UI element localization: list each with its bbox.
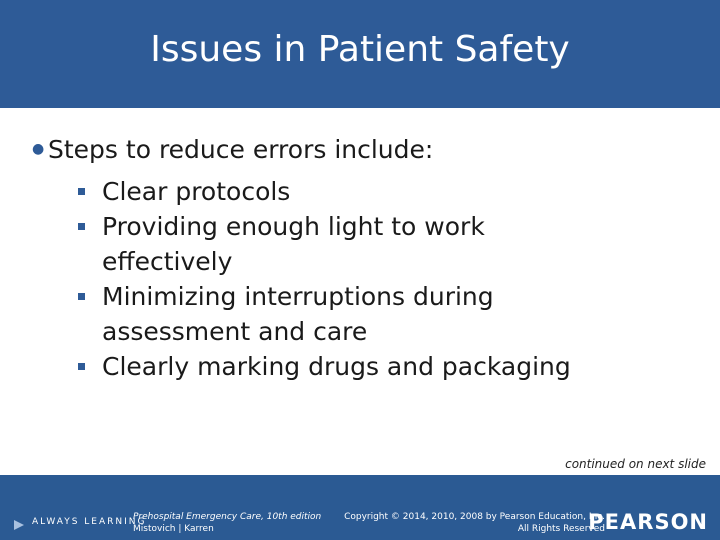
sub-bullet-item [102, 209, 662, 279]
copyright-notice [340, 511, 605, 535]
sub-bullet-text: Clearly marking drugs and packaging [102, 352, 571, 381]
continued-note: continued on next slide [565, 457, 706, 471]
sub-bullet-item [102, 279, 662, 349]
square-bullet-icon [78, 293, 85, 300]
bullet-dot-icon: ● [32, 141, 45, 157]
slide-title: Issues in Patient Safety [150, 29, 570, 70]
rights-text: All Rights Reserved [517, 524, 605, 534]
book-authors: Mistovich | Karren [133, 524, 214, 534]
always-learning-mark-icon [14, 520, 24, 530]
main-bullet-text: Steps to reduce errors include: [48, 135, 434, 164]
sub-bullet-text: Providing enough light to work [102, 212, 485, 241]
sub-bullet-text: Clear protocols [102, 177, 291, 206]
main-bullet [32, 135, 688, 164]
always-learning-label: ALWAYS LEARNING [32, 517, 147, 527]
sub-bullet-text: Minimizing interruptions during [102, 282, 494, 311]
square-bullet-icon [78, 188, 85, 195]
book-citation [133, 511, 321, 535]
pearson-logo: PEARSON [588, 510, 708, 534]
sub-bullet-text-cont: assessment and care [102, 317, 368, 346]
sub-bullet-text-cont: effectively [102, 247, 233, 276]
copyright-text: Copyright © 2014, 2010, 2008 by Pearson Education, Inc. [344, 512, 605, 522]
book-title: Prehospital Emergency Care, 10th edition [133, 512, 322, 522]
sub-bullet-item [102, 174, 662, 209]
sub-bullet-item [102, 349, 662, 384]
square-bullet-icon [78, 363, 85, 370]
sub-bullet-list [102, 174, 662, 384]
square-bullet-icon [78, 223, 85, 230]
